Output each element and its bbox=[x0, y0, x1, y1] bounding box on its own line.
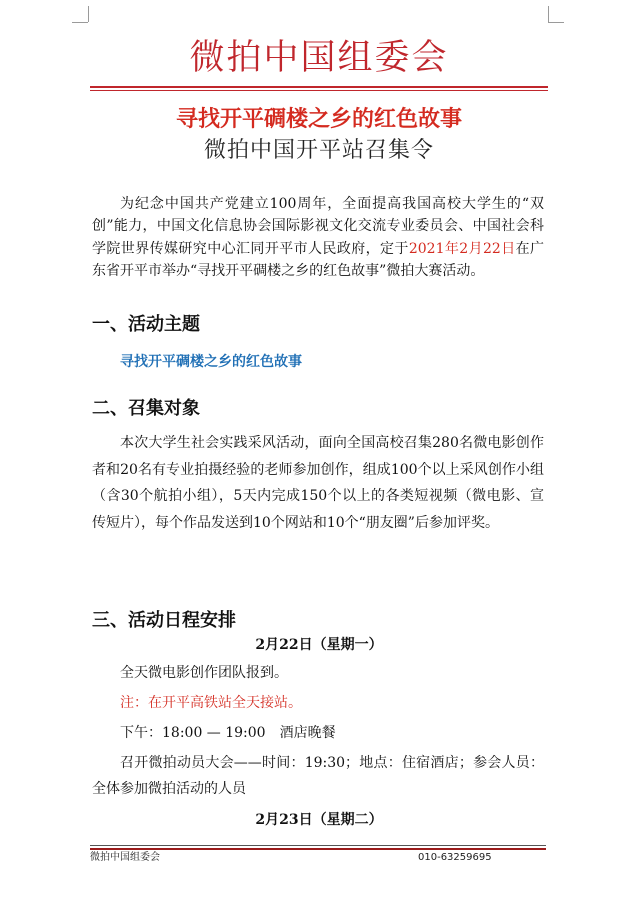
document-subtitle: 微拍中国开平站召集令 bbox=[203, 138, 434, 163]
header-divider bbox=[90, 86, 548, 88]
crop-mark bbox=[548, 6, 549, 22]
schedule-item: 下午：18:00 — 19:00 酒店晚餐 bbox=[120, 725, 336, 741]
crop-mark bbox=[88, 6, 89, 22]
section-heading-theme: 一、活动主题 bbox=[92, 314, 200, 335]
crop-mark bbox=[548, 22, 564, 23]
schedule-date-day2: 2月23日（星期二） bbox=[255, 812, 383, 828]
footer-divider bbox=[90, 845, 546, 846]
audience-paragraph: 本次大学生社会实践采风活动，面向全国高校召集280名微电影创作者和20名有专业拍摄经验的老师参加创作，组成100个以上采风创作小组（含30个航拍小组），5天内完成150个以上的各类短视频（微电影、宣传短片），每个作品发送到10个网站和10个“朋友圈”后参加评奖。 bbox=[92, 435, 544, 531]
section-heading-schedule: 三、活动日程安排 bbox=[92, 610, 236, 631]
section-heading-audience: 二、召集对象 bbox=[92, 398, 200, 419]
document-title: 寻找开平碉楼之乡的红色故事 bbox=[175, 106, 462, 132]
footer-org: 微拍中国组委会 bbox=[90, 852, 160, 863]
intro-paragraph bbox=[92, 193, 544, 283]
footer-phone: 010-63259695 bbox=[418, 852, 492, 863]
schedule-item: 召开微拍动员大会——时间：19:30；地点：住宿酒店；参会人员：全体参加微拍活动的人员 bbox=[92, 755, 544, 797]
intro-text-end: 在广东省开平市举办“寻找开平碉楼之乡的红色故事”微拍大赛活动。 bbox=[92, 240, 545, 280]
header-org-title: 微拍中国组委会 bbox=[189, 38, 449, 78]
schedule-item: 全天微电影创作团队报到。 bbox=[120, 665, 288, 681]
header-divider bbox=[90, 90, 548, 91]
schedule-date-day1: 2月22日（星期一） bbox=[255, 637, 383, 653]
intro-text: 为纪念中国共产党建立100周年，全面提高我国高校大学生的“双创”能力，中国文化信息协会国际影视文化交流专业委员会、中国社会科学院世界传媒研究中心汇同开平市人民政府，定于 bbox=[92, 196, 544, 257]
event-date: 2021年2月22日 bbox=[408, 240, 516, 257]
crop-mark bbox=[72, 22, 88, 23]
theme-text: 寻找开平碉楼之乡的红色故事 bbox=[120, 354, 302, 370]
footer-divider bbox=[90, 848, 546, 850]
schedule-note: 注：在开平高铁站全天接站。 bbox=[120, 695, 302, 711]
